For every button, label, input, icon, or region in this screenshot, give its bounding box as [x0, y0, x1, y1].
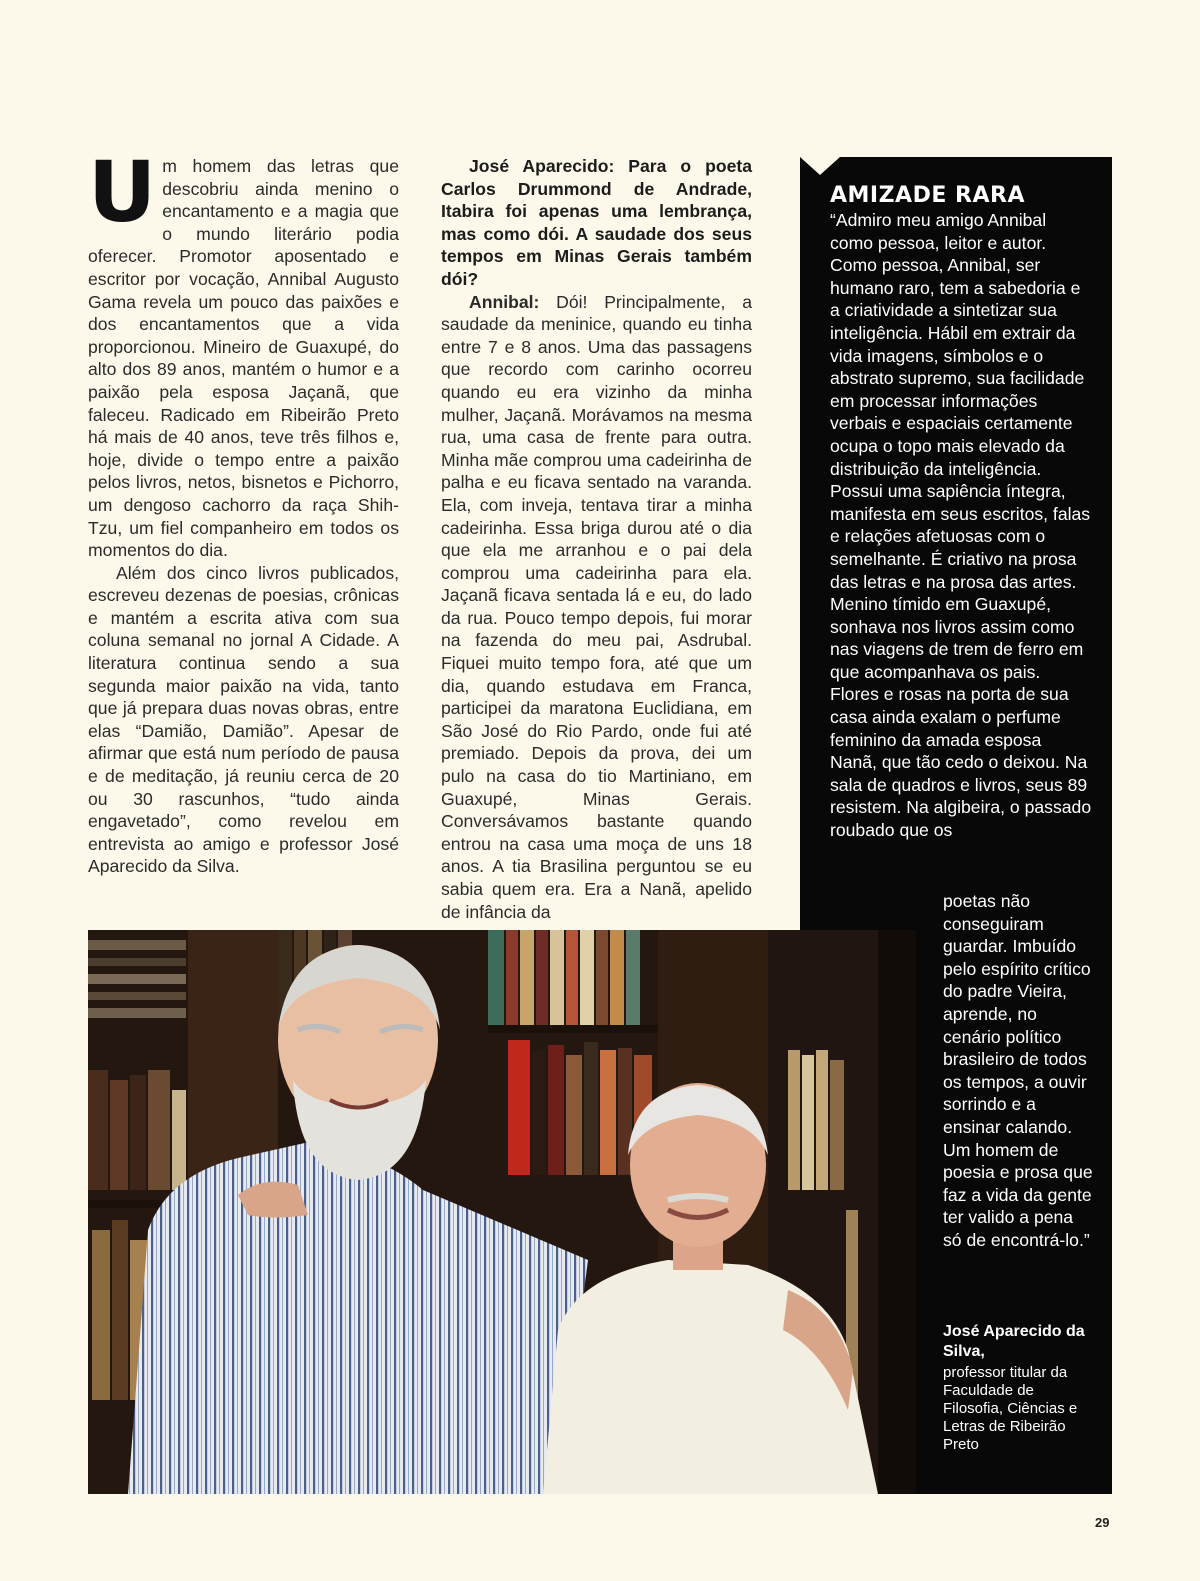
paragraph-intro-text: m homem das letras que descobriu ainda menino o encantamento e a magia que o mundo literário podia oferecer. Promotor aposentado e escritor por vocação, Annibal Augusto Gama revela um pouco das paixões e dos encantamentos que a vida proporcionou. Mineiro de Guaxupé, do alto dos 89 anos, mantém o humor e a paixão pela esposa Jaçanã, que faleceu. Radicado em Ribeirão Preto há mais de 40 anos, teve três filhos e, hoje, divide o tempo entre a paixão pelos livros, netos, bisnetos e Pichorro, um dengoso cachorro da raça Shih-Tzu, um fiel companheiro em todos os momentos do dia.: [88, 156, 399, 561]
quote-author-name: José Aparecido da Silva,: [943, 1323, 1085, 1360]
answer-text: Dói! Principalmente, a saudade da meninice, quando eu tinha entre 7 e 8 anos. Uma das passagens que recordo com carinho ocorreu quando eu era vizinho da minha mulher, Jaçanã. Morávamos na mesma rua, uma casa de frente para outra. Minha mãe comprou uma cadeirinha de palha e eu ficava sentado na varanda. Ela, com inveja, tentava tirar a minha cadeirinha. Essa briga durou até o dia que ela me arranhou e o pai dela comprou uma cadeirinha para ela. Jaçanã ficava sentada lá e eu, do lado da rua. Pouco tempo depois, fui morar na fazenda do meu pai, Asdrubal. Fiquei muito tempo fora, até que um dia, quando estudava em Franca, participei da maratona Euclidiana, em São José do Rio Pardo, onde fui até premiado. Depois da prova, dei um pulo na casa do tio Martiniano, em Guaxupé, Minas Gerais. Conversávamos bastante quando entrou na casa uma moça de uns 18 anos. A tia Brasilina perguntou se eu sabia quem era. Era a Nanã, apelido de infância da: [441, 291, 752, 922]
sidebar-notch: [800, 157, 840, 175]
answer-speaker: Annibal:: [469, 291, 540, 312]
sidebar-quote-bottom: poetas não conseguiram guardar. Imbuído pelo espírito crítico do padre Vieira, aprende, no cenário político brasileiro de todos os tempos, a ouvir sorrindo e a ensinar calando. Um homem de poesia e prosa que faz a vida da gente ter valido a pena só de encontrá-lo.”: [943, 891, 1093, 1250]
quote-author-role: professor titular da Faculdade de Filosofia, Ciências e Letras de Ribeirão Preto: [943, 1364, 1078, 1453]
drop-cap: U: [88, 143, 157, 241]
sidebar-quote-top: “Admiro meu amigo Annibal como pessoa, leitor e autor. Como pessoa, Annibal, ser humano raro, tem a sabedoria e a criatividade a sintetizar sua inteligência. Hábil em extrair da vida imagens, símbolos e o abstrato supremo, sua facilidade em processar informações verbais e espaciais certamente ocupa o topo mais elevado da distribuição da inteligência. Possui uma sapiência íntegra, manifesta em seus escritos, falas e relações afetuosas com o semelhante. É criativo na prosa das letras e na prosa das artes. Menino tímido em Guaxupé, sonhava nos livros assim como nas viagens de trem de ferro em que acompanhava os pais. Flores e rosas na porta de sua casa ainda exalam o perfume feminino da amada esposa Nanã, que tão cedo o deixou. Na sala de quadros e livros, seus 89 resistem. Na algibeira, o passado roubado que os: [830, 210, 1092, 841]
article-column-2: [441, 155, 752, 923]
interview-question: José Aparecido: Para o poeta Carlos Drummond de Andrade, Itabira foi apenas uma lembrança, mas como dói. A saudade dos seus tempos em Minas Gerais também dói?: [441, 156, 752, 289]
interview-answer: [441, 291, 752, 924]
article-column-1: [88, 143, 399, 878]
paragraph-literature: Além dos cinco livros publicados, escreveu dezenas de poesias, crônicas e mantém a escrita ativa com sua coluna semanal no jornal A Cidade. A literatura continua sendo a sua segunda maior paixão na vida, tanto que já prepara duas novas obras, entre elas “Damião, Damião”. Apesar de afirmar que está num período de pausa e de meditação, já reuniu cerca de 20 ou 30 rascunhos, “tudo ainda engavetado”, como revelou em entrevista ao amigo e professor José Aparecido da Silva.: [88, 562, 399, 877]
page-number: 29: [1095, 1515, 1110, 1530]
sidebar-title: AMIZADE RARA: [830, 183, 1025, 208]
portrait-photo: [88, 930, 916, 1494]
paragraph-intro: [88, 143, 399, 562]
